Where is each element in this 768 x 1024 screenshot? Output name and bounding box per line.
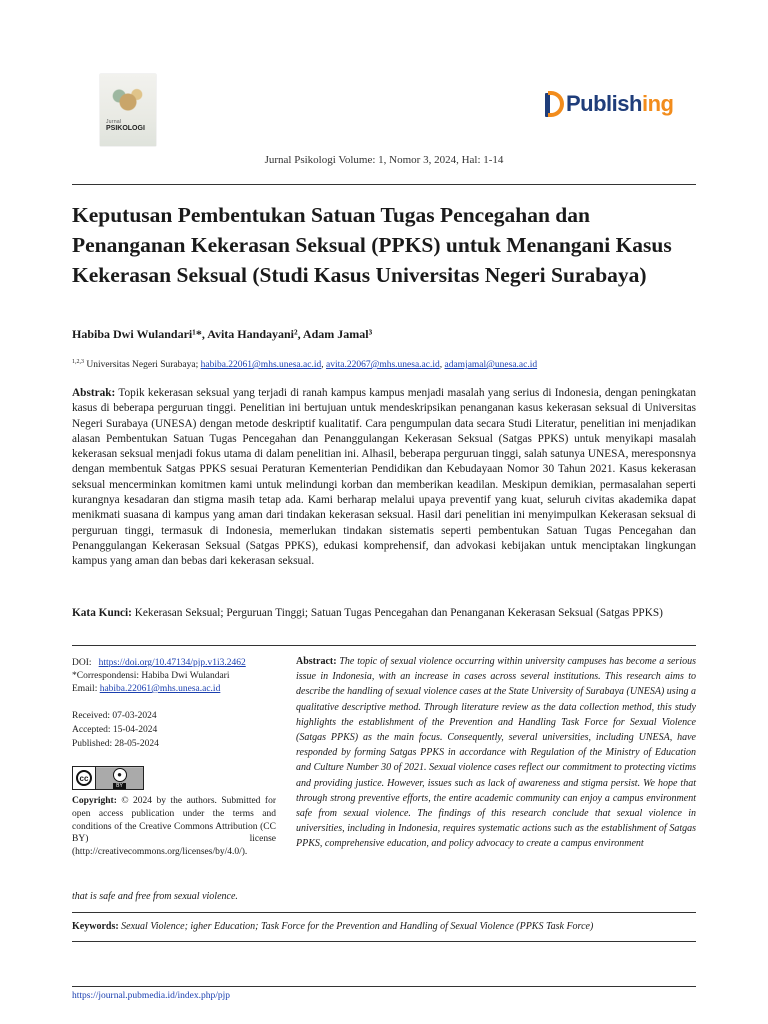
article-title: Keputusan Pembentukan Satuan Tugas Pencegahan dan Penanganan Kekerasan Seksual (PPKS) untuk Menangani Kasus Kekerasan Seksual (Studi Kasus Universitas Negeri Surabaya) [72,203,672,287]
affiliation-line [72,359,537,370]
keywords-label: Kata Kunci: [72,607,132,619]
abstract-label: Abstrak: [72,387,116,399]
cc-icon-label: cc [76,770,92,786]
affiliation-superscript: 1,2,3 [72,359,84,365]
email-separator: , [439,360,445,371]
journal-url-link[interactable]: https://journal.pubmedia.id/index.php/pjp [72,991,231,1001]
person-icon: ● [113,768,127,782]
keywords-bottom-divider [72,941,696,942]
journal-reference: Jurnal Psikologi Volume: 1, Nomor 3, 2024, Hal: 1-14 [264,154,504,166]
affiliation-institution: Universitas Negeri Surabaya; [84,360,201,371]
keywords-english-text: Sexual Violence; igher Education; Task Force for the Prevention and Handling of Sexual Violence (PPKS Task Force) [118,921,594,932]
doi-line [72,657,246,670]
copyright-text: © 2024 by the authors. Submitted for open access publication under the terms and conditions of the Creative Commons Attribution (CC BY) license (http://creativecommons.org/licenses/by/4.0/). [72,796,276,858]
correspondence-line: *Correspondensi: Habiba Dwi Wulandari [72,671,230,681]
header-divider [72,184,696,185]
abstract-english [296,654,696,852]
author-email-1[interactable]: habiba.22061@mhs.unesa.ac.id [200,360,322,371]
email-line [72,683,220,696]
author-list: Habiba Dwi Wulandari¹*, Avita Handayani², Adam Jamal³ [72,327,373,341]
author-email-3[interactable]: adamjamal@unesa.ac.id [444,360,538,371]
footer-divider [72,986,696,987]
received-date: Received: 07-03-2024 [72,711,157,721]
abstract-english-label: Abstract: [296,656,337,667]
keywords-english-label: Keywords: [72,921,119,932]
by-label: BY [113,783,126,789]
keywords-english [72,921,696,932]
abstract-continuation: that is safe and free from sexual violence. [72,891,238,902]
publisher-logo [543,86,673,122]
by-icon [96,768,143,789]
doi-link[interactable]: https://doi.org/10.47134/pjp.v1i3.2462 [98,658,246,668]
doi-label: DOI: [72,658,92,668]
keywords-indonesian [72,605,696,621]
author-email-2[interactable]: avita.22067@mhs.unesa.ac.id [325,360,440,371]
correspondence-email-link[interactable]: habiba.22061@mhs.unesa.ac.id [99,684,221,694]
cc-icon [73,767,96,789]
accepted-date: Accepted: 15-04-2024 [72,725,158,735]
copyright-label: Copyright: [72,796,117,806]
keywords-text: Kekerasan Seksual; Perguruan Tinggi; Satuan Tugas Pencegahan dan Penanganan Kekerasan Seksual (Satgas PPKS) [131,607,663,619]
cover-title: PSIKOLOGI [106,125,145,132]
email-separator: , [321,360,326,371]
abstract-text: Topik kekerasan seksual yang terjadi di ranah kampus kampus menjadi masalah yang serius di Indonesia, dengan peningkatan kasus di beberapa perguruan tinggi. Penelitian ini bertujuan untuk mendeskripsikan penanganan kasus kekerasan seksual di Universitas Negeri Surabaya (UNESA) dengan metode deskriptif kualitatif. Cara pengumpulan data secara Studi Literatur, penelitian ini menjadikan alasan Pembentukan Satuan Tugas Pencegahan dan Penanggulangan Kekerasan Seksual (Satgas PPKS) untuk menyikapi masalah kekerasan seksual menjadi fokus utama di dalam penelitian ini. Alhasil, beberapa perguruan tinggi, salah satunya UNESA, meresponsnya dengan membentuk Satgas PPKS sesuai Peraturan Kementerian Pendidikan dan Kebudayaan Nomor 30 Tahun 2021. Kasus kekerasan seksual mencerminkan komitmen kami untuk melindungi korban dan memberikan keadilan. Meskipun demikian, permasalahan seperti kurangnya kesadaran dan stigma masih tetap ada. Kami berharap melalui upaya preventif yang kuat, seluruh civitas akademika dapat menikmati suasana di kampus yang aman dari tindakan kekerasan seksual. Hasil dari penelitian ini menyimpulkan Kekerasan seksual di perguruan tinggi, termasuk di Indonesia, memerlukan tindakan sistematis seperti pembentukan Satuan Tugas Pencegahan dan Penanggulangan Kekerasan Seksual (Satgas PPKS), edukasi komprehensif, dan advokasi kebijakan untuk menciptakan lingkungan kampus yang aman dan bebas dari kekerasan seksual. [72,387,696,568]
section-divider [72,645,696,646]
email-label: Email: [72,684,100,694]
cc-by-badge[interactable] [72,766,144,790]
journal-cover-image [100,74,156,146]
logo-text-part2: ing [641,91,674,116]
abstract-english-text: The topic of sexual violence occurring within university campuses has become a serious issue in Indonesia, with an increase in cases across several institutions. This research aims to describe the handling of sexual violence cases at the State University of Surabaya (UNESA) using a qualitative descriptive method. Through literature review as the data collection method, this study highlights the establishment of the Prevention and Handling Task Force for Sexual Violence (Satgas PPKS) as the main focus. Consequently, several universities, including UNESA, have responded by forming Satgas PPKS in accordance with Regulation of the Ministry of Education and Culture Number 30 of 2021. Sexual violence cases reflect our commitment to protecting victims and providing justice. However, issues such as lack of awareness and stigma persist. We hope that through strong preventive efforts, the entire academic community can enjoy a campus environment safe from sexual violence. The findings of this research conclude that sexual violence in universities, including in Indonesia, requires systematic actions such as the establishment of Satgas PPKS, comprehensive education, and policy advocacy to create a campus environment [296,656,696,850]
cover-small-label: Jurnal [106,119,122,125]
keywords-divider [72,912,696,913]
copyright-notice [72,795,276,859]
published-date: Published: 28-05-2024 [72,739,159,749]
cover-illustration [106,84,150,114]
logo-text-part1: Publish [566,91,642,116]
publisher-logo-icon [543,89,565,119]
abstract-indonesian [72,386,696,570]
